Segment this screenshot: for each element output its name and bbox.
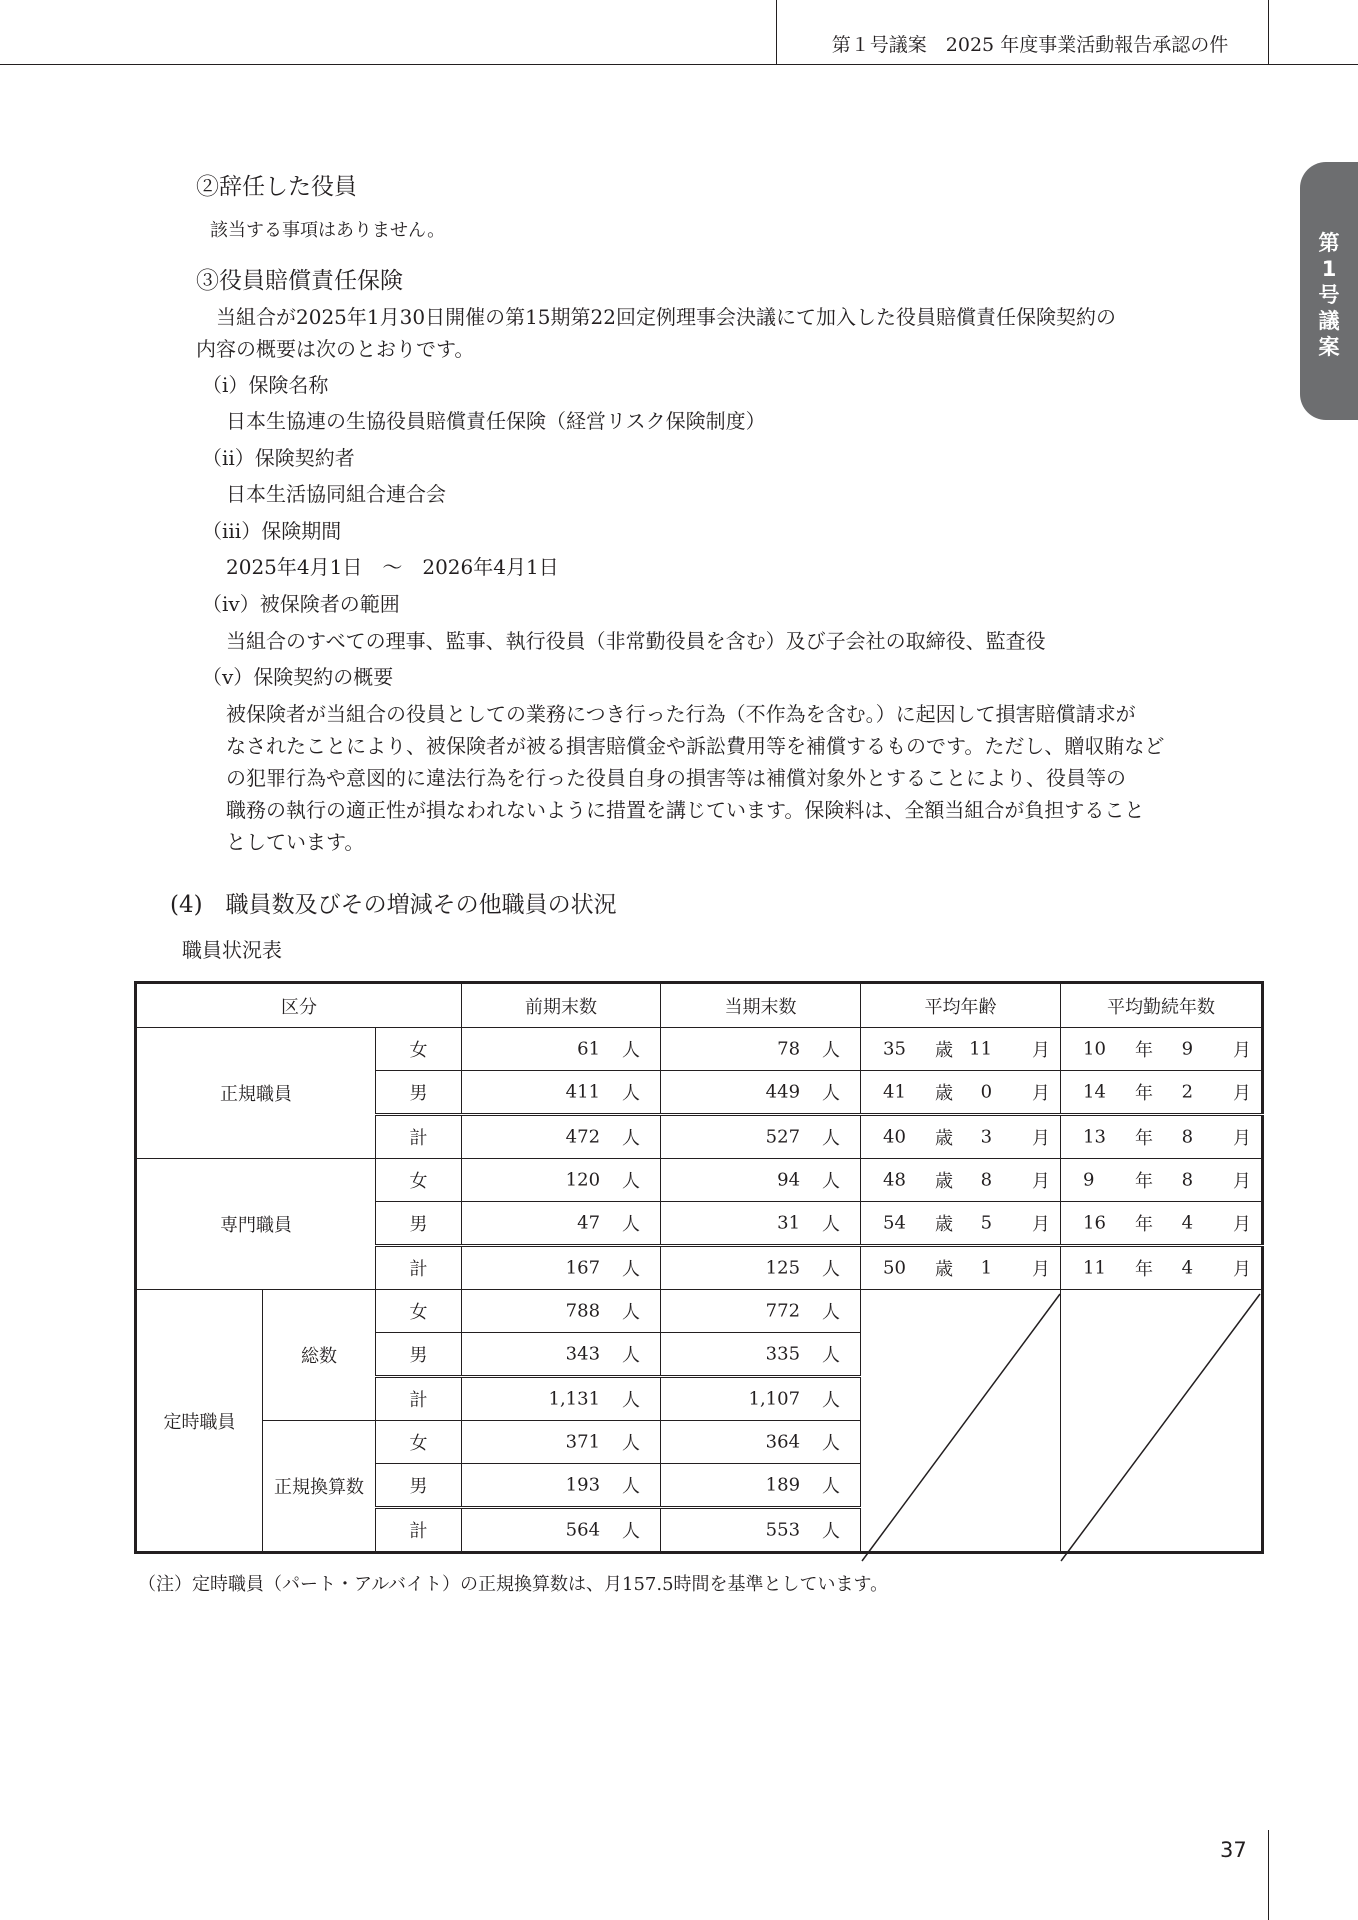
table-footnote: （注）定時職員（パート・アルバイト）の正規換算数は、月157.5時間を基準としています。 (138, 1574, 889, 1595)
prev-count: 343 人 (462, 1333, 661, 1377)
sex-cell: 男 (376, 1333, 462, 1377)
insurance-item-label-5: （ⅴ）保険契約の概要 (202, 665, 394, 689)
curr-count: 94 人 (661, 1159, 861, 1202)
overview-line: 職務の執行の適正性が損なわれないように措置を講じています。保険料は、全額当組合が負担すること (226, 798, 1145, 822)
overview-line: としています。 (226, 830, 365, 854)
avg-tenure-not-applicable (1061, 1290, 1263, 1553)
staff-status-table (134, 981, 1264, 1554)
curr-count: 31 人 (661, 1202, 861, 1246)
curr-count: 449 人 (661, 1071, 861, 1115)
staff-table-title: 職員状況表 (182, 938, 282, 962)
curr-count: 553 人 (661, 1508, 861, 1553)
col-header-prev: 前期末数 (462, 983, 661, 1028)
curr-count: 527 人 (661, 1115, 861, 1159)
insurance-item-value-4: 当組合のすべての理事、監事、執行役員（非常勤役員を含む）及び子会社の取締役、監査役 (226, 629, 1046, 653)
sex-cell: 計 (376, 1246, 462, 1290)
col-header-curr: 当期末数 (661, 983, 861, 1028)
overview-line: なされたことにより、被保険者が被る損害賠償金や訴訟費用等を補償するものです。ただし、贈収賄など (226, 734, 1165, 758)
prev-count: 411 人 (462, 1071, 661, 1115)
curr-count: 772 人 (661, 1290, 861, 1333)
curr-count: 1,107 人 (661, 1377, 861, 1421)
insurance-intro-line2: 内容の概要は次のとおりです。 (196, 337, 475, 361)
prev-count: 47 人 (462, 1202, 661, 1246)
sex-cell: 男 (376, 1071, 462, 1115)
prev-count: 61 人 (462, 1028, 661, 1071)
overview-line: 被保険者が当組合の役員としての業務につき行った行為（不作為を含む。）に起因して損害賠償請求が (226, 702, 1136, 726)
avg-age: 41 歳 0 月 (861, 1071, 1061, 1115)
avg-tenure: 9 年 8 月 (1061, 1159, 1263, 1202)
curr-count: 78 人 (661, 1028, 861, 1071)
sex-cell: 計 (376, 1115, 462, 1159)
header-rule (0, 64, 1358, 65)
avg-age: 35 歳 11 月 (861, 1028, 1061, 1071)
curr-count: 364 人 (661, 1421, 861, 1464)
prev-count: 120 人 (462, 1159, 661, 1202)
insurance-overview (226, 698, 1226, 858)
insurance-item-label-3: （ⅲ）保険期間 (202, 519, 342, 543)
insurance-item-value-2: 日本生活協同組合連合会 (226, 482, 446, 506)
curr-count: 335 人 (661, 1333, 861, 1377)
resigned-heading: ②辞任した役員 (196, 174, 357, 200)
prev-count: 472 人 (462, 1115, 661, 1159)
insurance-item-label-1: （ⅰ）保険名称 (202, 373, 329, 397)
insurance-intro-line1: 当組合が2025年1月30日開催の第15期第22回定例理事会決議にて加入した役員賠償責任保険契約の (216, 305, 1116, 329)
prev-count: 1,131 人 (462, 1377, 661, 1421)
sex-cell: 男 (376, 1202, 462, 1246)
header-divider-left (776, 0, 777, 64)
sex-cell: 男 (376, 1464, 462, 1508)
chapter-side-tab-label: 第 1 号 議 案 (1318, 231, 1340, 359)
avg-tenure: 10 年 9 月 (1061, 1028, 1263, 1071)
sex-cell: 計 (376, 1377, 462, 1421)
avg-age: 54 歳 5 月 (861, 1202, 1061, 1246)
sex-cell: 女 (376, 1290, 462, 1333)
group-parttime: 定時職員 (136, 1290, 263, 1553)
prev-count: 788 人 (462, 1290, 661, 1333)
prev-count: 371 人 (462, 1421, 661, 1464)
sex-cell: 女 (376, 1421, 462, 1464)
group-regular: 正規職員 (136, 1028, 376, 1159)
header-title: 第１号議案 2025 年度事業活動報告承認の件 (831, 34, 1229, 56)
table-header-row (136, 983, 1263, 1028)
insurance-item-value-1: 日本生協連の生協役員賠償責任保険（経営リスク保険制度） (226, 409, 766, 433)
sex-cell: 女 (376, 1028, 462, 1071)
avg-age: 50 歳 1 月 (861, 1246, 1061, 1290)
avg-age-not-applicable (861, 1290, 1061, 1553)
group-specialist: 専門職員 (136, 1159, 376, 1290)
staff-heading: (4) 職員数及びその増減その他職員の状況 (170, 892, 617, 918)
prev-count: 193 人 (462, 1464, 661, 1508)
overview-line: の犯罪行為や意図的に違法行為を行った役員自身の損害等は補償対象外とすることにより、役員等の (226, 766, 1126, 790)
curr-count: 189 人 (661, 1464, 861, 1508)
insurance-item-value-3: 2025年4月1日 ～ 2026年4月1日 (226, 555, 559, 579)
table-row (136, 1290, 1263, 1333)
insurance-heading: ③役員賠償責任保険 (196, 268, 403, 294)
sex-cell: 計 (376, 1508, 462, 1553)
subgroup-total: 総数 (263, 1290, 376, 1421)
prev-count: 167 人 (462, 1246, 661, 1290)
col-header-category: 区分 (136, 983, 462, 1028)
resigned-text: 該当する事項はありません。 (210, 220, 446, 241)
insurance-item-label-2: （ⅱ）保険契約者 (202, 446, 355, 470)
avg-age: 48 歳 8 月 (861, 1159, 1061, 1202)
footer-divider (1268, 1830, 1269, 1920)
curr-count: 125 人 (661, 1246, 861, 1290)
prev-count: 564 人 (462, 1508, 661, 1553)
table-row (136, 1028, 1263, 1071)
chapter-side-tab (1300, 162, 1358, 420)
sex-cell: 女 (376, 1159, 462, 1202)
page-number: 37 (1220, 1838, 1247, 1862)
col-header-avg-tenure: 平均勤続年数 (1061, 983, 1263, 1028)
table-row (136, 1159, 1263, 1202)
avg-tenure: 16 年 4 月 (1061, 1202, 1263, 1246)
avg-tenure: 13 年 8 月 (1061, 1115, 1263, 1159)
subgroup-converted: 正規換算数 (263, 1421, 376, 1553)
avg-tenure: 14 年 2 月 (1061, 1071, 1263, 1115)
avg-tenure: 11 年 4 月 (1061, 1246, 1263, 1290)
col-header-avg-age: 平均年齢 (861, 983, 1061, 1028)
insurance-item-label-4: （ⅳ）被保険者の範囲 (202, 592, 400, 616)
avg-age: 40 歳 3 月 (861, 1115, 1061, 1159)
